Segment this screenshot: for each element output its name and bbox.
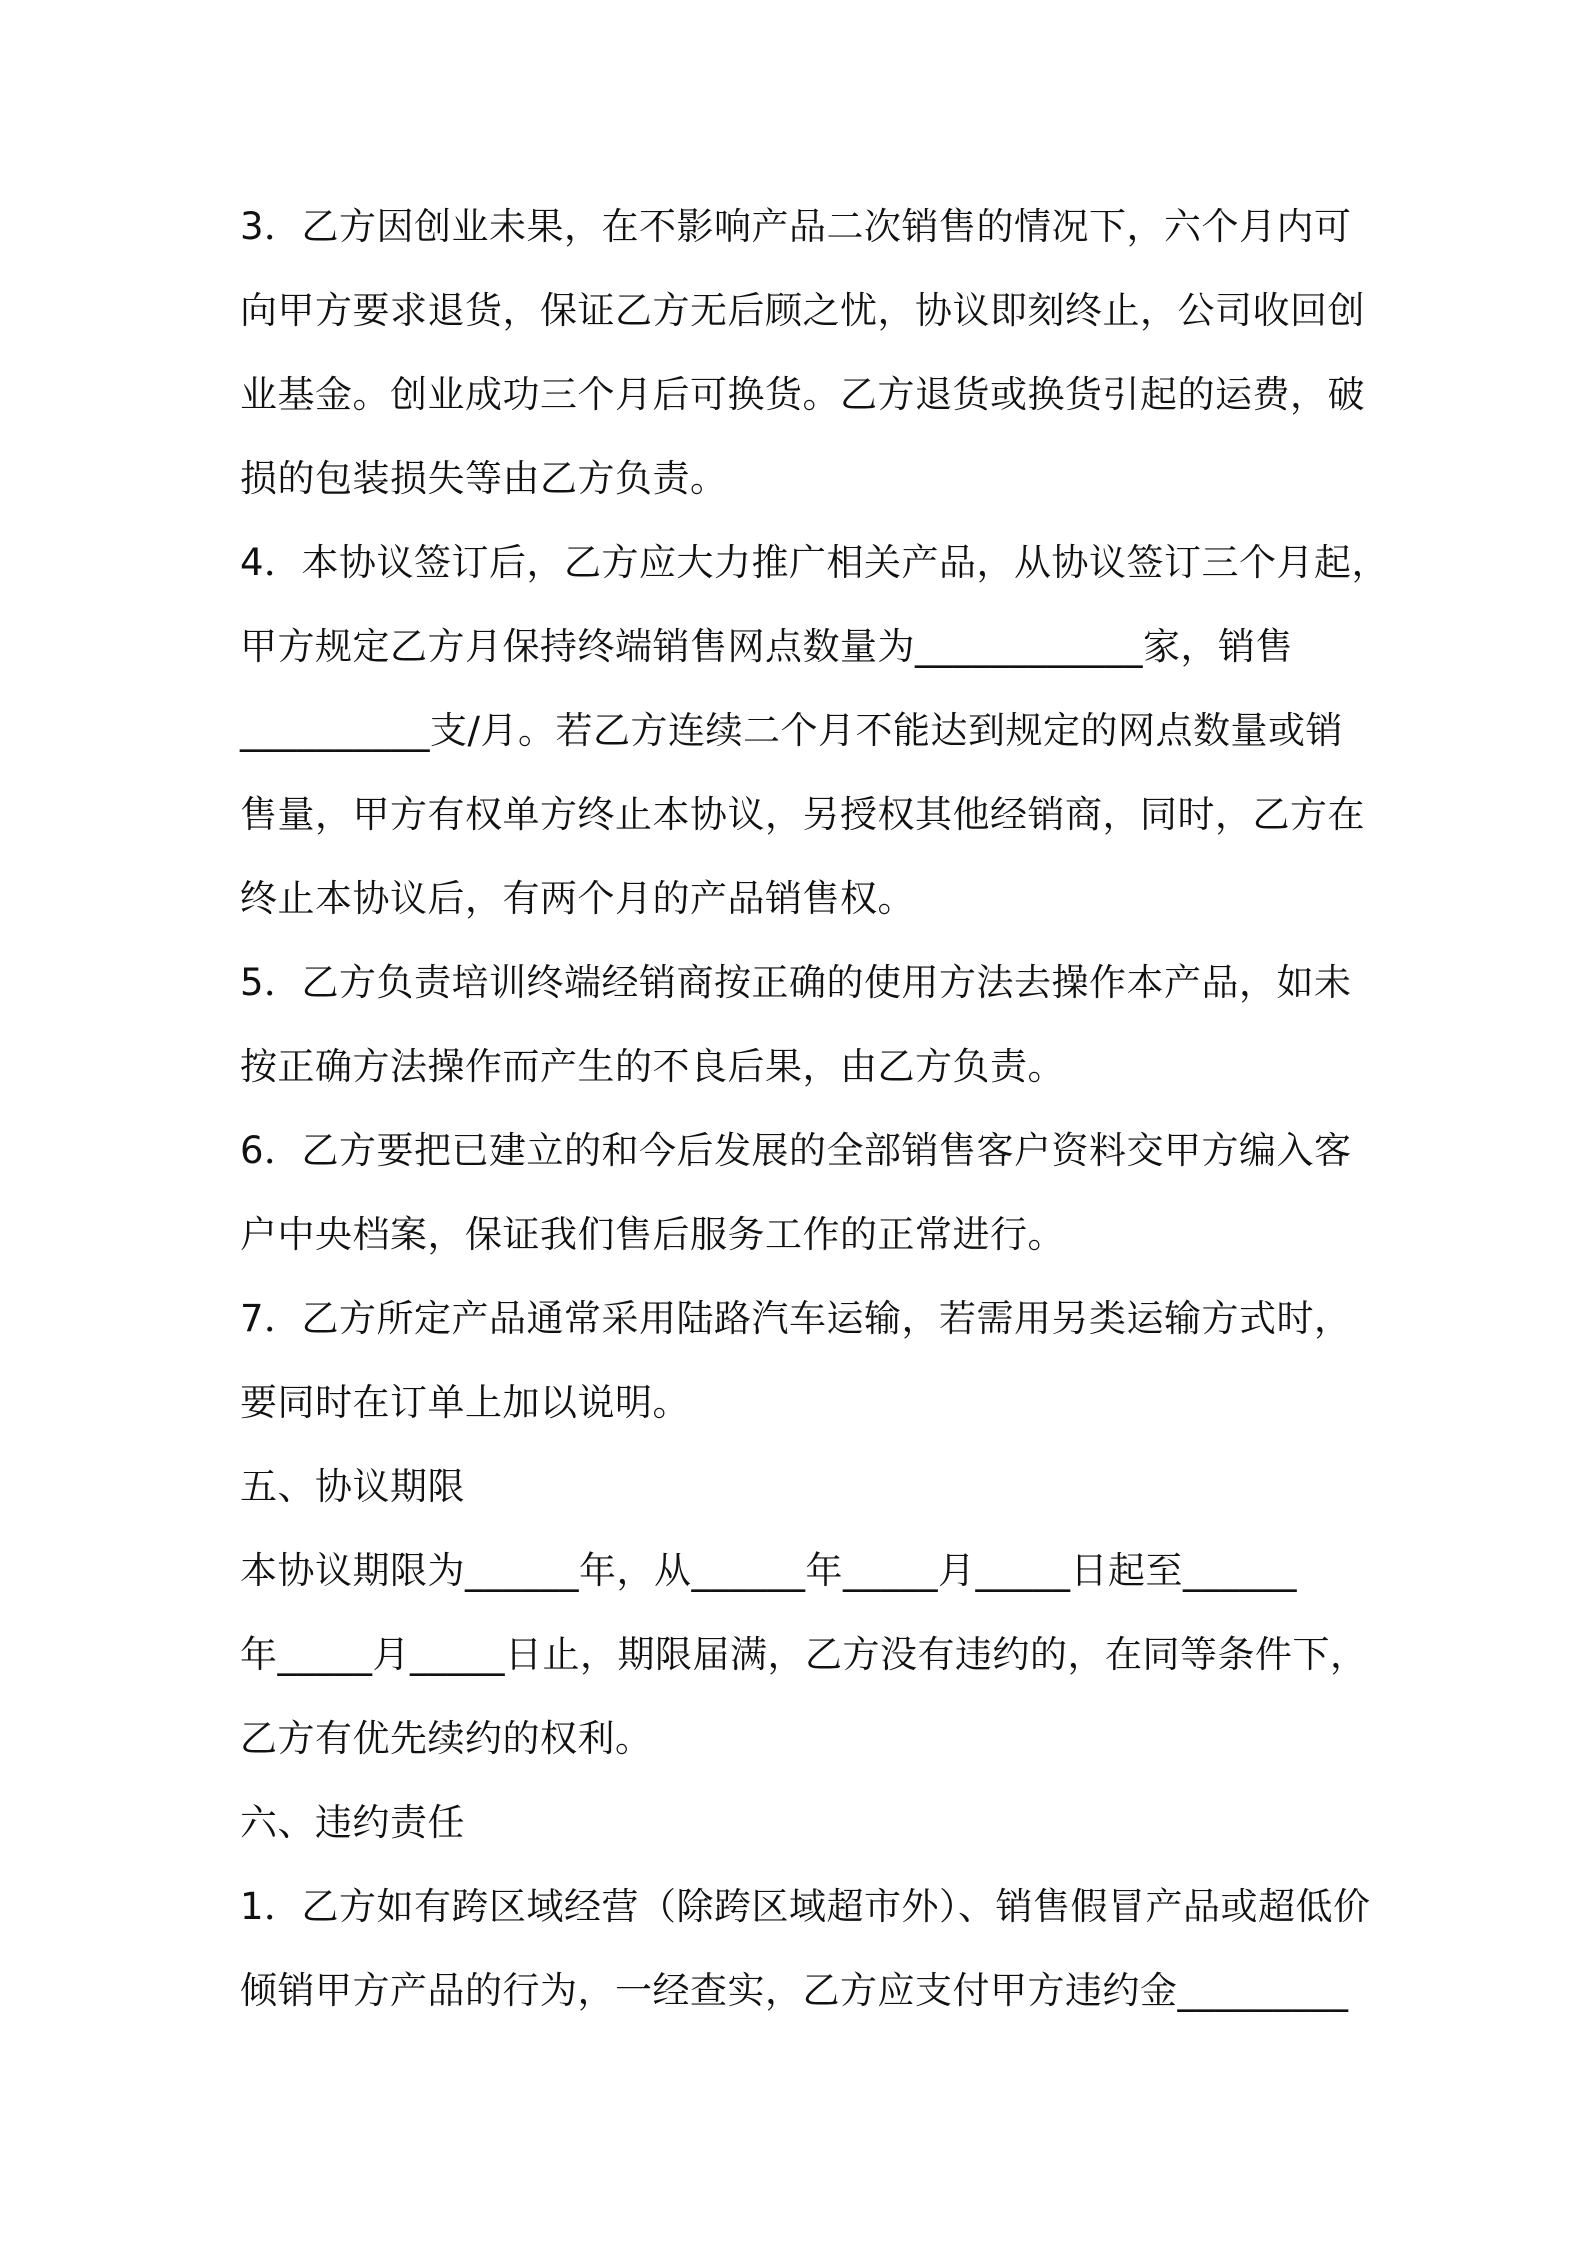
body-line: 要同时在订单上加以说明。 [240, 1381, 690, 1424]
body-line: 年_____月_____日止，期限届满，乙方没有违约的，在同等条件下， [240, 1633, 1368, 1676]
body-line: 1．乙方如有跨区域经营（除跨区域超市外）、销售假冒产品或超低价 [240, 1885, 1371, 1928]
body-line: 甲方规定乙方月保持终端销售网点数量为____________家，销售 [240, 625, 1293, 668]
body-line: 向甲方要求退货，保证乙方无后顾之忧，协议即刻终止，公司收回创 [240, 289, 1365, 332]
body-line: 售量，甲方有权单方终止本协议，另授权其他经销商，同时，乙方在 [240, 793, 1365, 836]
body-line: 4．本协议签订后，乙方应大力推广相关产品，从协议签订三个月起， [240, 541, 1390, 584]
body-line: 5．乙方负责培训终端经销商按正确的使用方法去操作本产品，如未 [240, 961, 1352, 1004]
body-line: 户中央档案，保证我们售后服务工作的正常进行。 [240, 1213, 1065, 1256]
body-line: 本协议期限为______年，从______年_____月_____日起至______ [240, 1549, 1297, 1592]
section-heading: 五、协议期限 [240, 1465, 465, 1508]
body-line: 业基金。创业成功三个月后可换货。乙方退货或换货引起的运费，破 [240, 373, 1365, 416]
body-line: 按正确方法操作而产生的不良后果，由乙方负责。 [240, 1045, 1065, 1088]
body-line: 3．乙方因创业未果，在不影响产品二次销售的情况下，六个月内可 [240, 205, 1352, 248]
body-line: 倾销甲方产品的行为，一经查实，乙方应支付甲方违约金_________ [240, 1969, 1349, 2012]
section-heading: 六、违约责任 [240, 1801, 465, 1844]
body-line: 7．乙方所定产品通常采用陆路汽车运输，若需用另类运输方式时， [240, 1297, 1352, 1340]
body-line: 乙方有优先续约的权利。 [240, 1717, 653, 1760]
body-line: __________支/月。若乙方连续二个月不能达到规定的网点数量或销 [240, 709, 1343, 752]
body-line: 6．乙方要把已建立的和今后发展的全部销售客户资料交甲方编入客 [240, 1129, 1352, 1172]
document-body [240, 185, 1390, 2033]
body-line: 损的包装损失等由乙方负责。 [240, 457, 728, 500]
body-line: 终止本协议后，有两个月的产品销售权。 [240, 877, 915, 920]
